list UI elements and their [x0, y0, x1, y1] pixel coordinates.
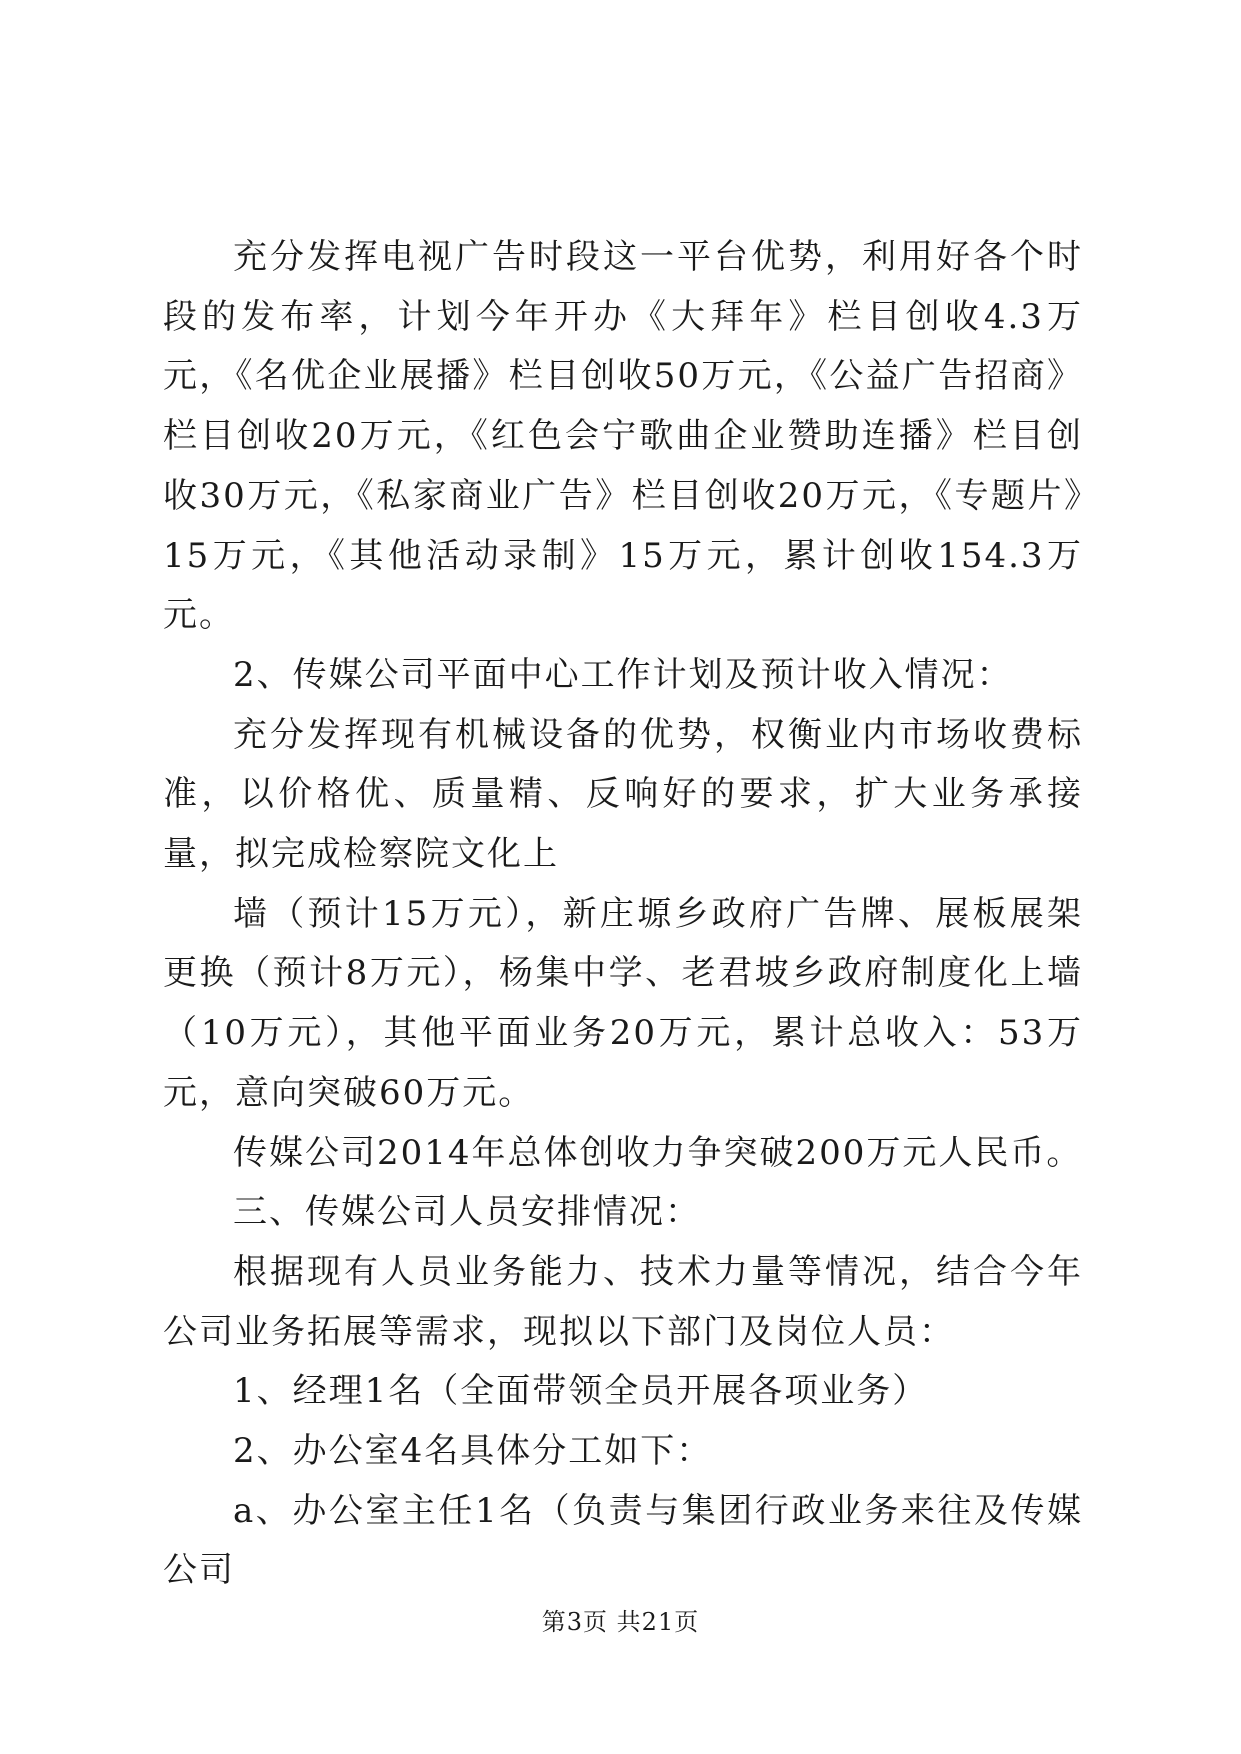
paragraph-manager-role: 1、经理1名（全面带领全员开展各项业务） [233, 1371, 929, 1412]
paragraph-print-center-heading: 2、传媒公司平面中心工作计划及预计收入情况： [233, 654, 1013, 695]
paragraph-print-center-projects: 墙（预计15万元），新庄塬乡政府广告牌、展板展架更换（预计8万元），杨集中学、老君坡乡政府制度化上墙（10万元），其他平面业务20万元，累计总收入：53万元，意向突破60万元。 [163, 893, 1083, 1113]
paragraph-print-center-plan: 充分发挥现有机械设备的优势，权衡业内市场收费标准，以价格优、质量精、反响好的要求，扩大业务承接量，拟完成检察院文化上 [163, 714, 1083, 875]
paragraph-total-revenue-goal: 传媒公司2014年总体创收力争突破200万元人民币。 [233, 1132, 1083, 1173]
paragraph-office-staff: 2、办公室4名具体分工如下： [233, 1431, 713, 1472]
paragraph-staffing-heading: 三、传媒公司人员安排情况： [233, 1192, 701, 1233]
paragraph-staffing-intro: 根据现有人员业务能力、技术力量等情况，结合今年公司业务拓展等需求，现拟以下部门及岗位人员： [163, 1251, 1083, 1352]
document-body [163, 228, 1083, 1601]
page-number-footer: 第3页 共21页 [541, 1608, 700, 1636]
paragraph-office-director: a、办公室主任1名（负责与集团行政业务来往及传媒公司 [163, 1490, 1083, 1591]
paragraph-tv-ad-revenue: 充分发挥电视广告时段这一平台优势，利用好各个时段的发布率，计划今年开办《大拜年》栏目创收4.3万元，《名优企业展播》栏目创收50万元，《公益广告招商》栏目创收20万元，《红色会宁歌曲企业赞助连播》栏目创收30万元，《私家商业广告》栏目创收20万元，《专题片》15万元，《其他活动录制》15万元，累计创收154.3万元。 [163, 237, 1083, 636]
